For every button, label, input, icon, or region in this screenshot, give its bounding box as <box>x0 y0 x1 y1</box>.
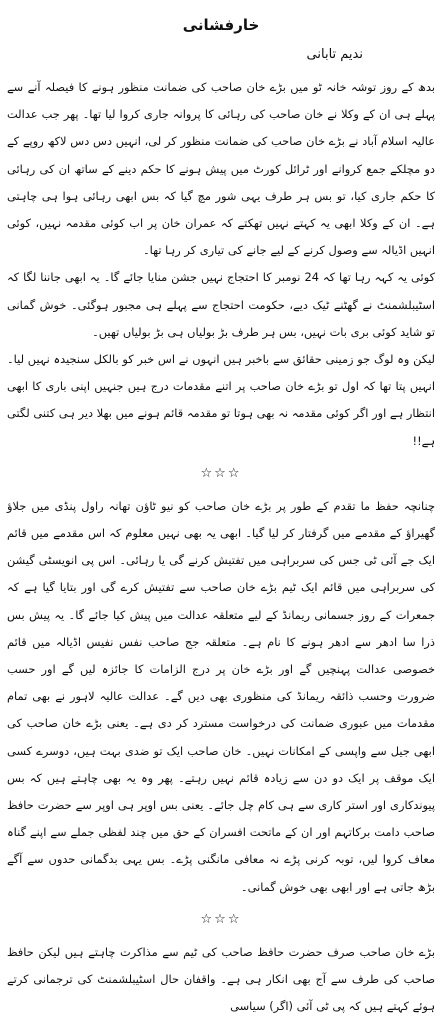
section-separator: ☆☆☆ <box>200 911 242 927</box>
paragraph: بدھ کے روز توشہ خانہ ٹو میں بڑے خان صاحب کی ضمانت منظور ہونے کا فیصلہ آنے سے پہلے ہی ان کے وکلا نے خان صاحب کی رہائی کا پروانہ جاری کروا لیا تھا۔ پھر جب عدالت عالیہ اسلام آباد نے بڑے خان صاحب کی ضمانت منظور کر لی، انہیں دس دس لاکھ روپے کے دو مچلکے جمع کروانے اور ٹرائل کورٹ میں پیش ہونے کا حکم دینے کے ساتھ ان کی رہائی کا حکم جاری کیا، تو بس ہر طرف یہی شور مچ گیا کہ بس ابھی رہائی ہوا ہی چاہتی ہے۔ ان کے وکلا ابھی یہ کہتے نہیں تھکتے کہ عمران خان پر اب کوئی مقدمہ نہیں، کوئی انہیں اڈیالہ سے وصول کرنے کے لیے جانے کی تیاری کر رہا تھا۔ <box>7 80 435 258</box>
article-title: خارفشانی <box>182 16 260 34</box>
paragraph: بڑے خان صاحب صرف حضرت حافظ صاحب کی ٹیم سے مذاکرت چاہتے ہیں لیکن حافظ صاحب کی طرف سے آج بھی انکار ہی ہے۔ واقفان حال اسٹیبلشمنٹ کی ترجمانی کرتے ہوئے کہتے ہیں کہ پی ٹی آئی (اگر) سیاسی <box>7 944 435 1014</box>
paragraph: کوئی یہ کہہ رہا تھا کہ 24 نومبر کا احتجاج نہیں جشن منایا جائے گا۔ یہ ابھی جاننا لگا کہ اسٹیبلشمنٹ نے گھٹنے ٹیک دیے، حکومت احتجاج سے پہلے ہی مجبور ہوگئی۔ خوش گمانی تو شاید کوئی بری بات نہیں، بس ہر طرف بڑ بولیاں ہی بڑ بولیاں تھیں۔ <box>7 270 435 339</box>
paragraph: چنانچہ حفظ ما تقدم کے طور پر بڑے خان صاحب کو نیو ٹاؤن تھانہ راول پنڈی میں جلاؤ گھیراؤ کے مقدمے میں گرفتار کر لیا گیا۔ ابھی یہ بھی نہیں معلوم کہ اس مقدمے میں قائم ایک جے آئی ٹی جس کی سربراہی میں تفتیش کرنے گی یا رہائی۔ اس پی انویسٹی گیشن کی سربراہی میں قائم ایک ٹیم بڑے خان صاحب سے تفتیش کرے گی اور بتایا گیا ہے کہ جمعرات کے روز جسمانی ریمانڈ کے لیے متعلقہ عدالت میں پیش کیا جائے گا۔ یہ پیش بس ذرا سا ادھر سے ادھر ہونے کا نام ہے۔ متعلقہ جج صاحب نفس نفیس اڈیالہ میں قائم خصوصی عدالت پہنچیں گے اور بڑے خان پر درج الزامات کا جائزہ لیں گے اور حسب ضرورت وحسب ذائقہ ریمانڈ کی منظوری بھی دیں گے۔ عدالت عالیہ لاہور نے بھی تمام مقدمات میں عبوری ضمانت کی درخواست مسترد کر دی ہے۔ یعنی بڑے خان صاحب کی ابھی جیل سے واپسی کے امکانات نہیں۔ خان صاحب ایک تو ضدی بہت ہیں، دوسرے کسی ایک موقف پر ایک دو دن سے زیادہ قائم نہیں رہتے۔ پھر وہ یہ بھی چاہتے ہیں کہ بس پیوندکاری اور استر کاری سے ہی کام چل جائے۔ یعنی بس اوپر ہی اوپر سے حضرت حافظ صاحب دامت برکاتہم اور ان کے ماتحت افسران کے حق میں چند لفظی جملے سے اپنے گناہ معاف کروا لیں، توبہ کرنی پڑے نہ معافی مانگنی پڑے۔ بس یہی بدگمانی حدوں سے آگے بڑھ جاتی ہے اور ابھی بھی خوش گمانی۔ <box>7 498 435 894</box>
paragraph: لیکن وہ لوگ جو زمینی حقائق سے باخبر ہیں انہوں نے اس خبر کو بالکل سنجیدہ نہیں لیا۔ انہیں پتا تھا کہ اول تو بڑے خان صاحب پر اتنے مقدمات درج ہیں جنہیں اپنی باری کا ابھی انتظار ہے اور اگر کوئی مقدمہ نہ بھی ہوتا تو مقدمہ قائم ہونے میں بھلا دیر ہی کتنی لگتی ہے!! <box>7 352 435 448</box>
section-separator: ☆☆☆ <box>200 465 242 481</box>
author-name: ندیم تابانی <box>306 47 363 62</box>
